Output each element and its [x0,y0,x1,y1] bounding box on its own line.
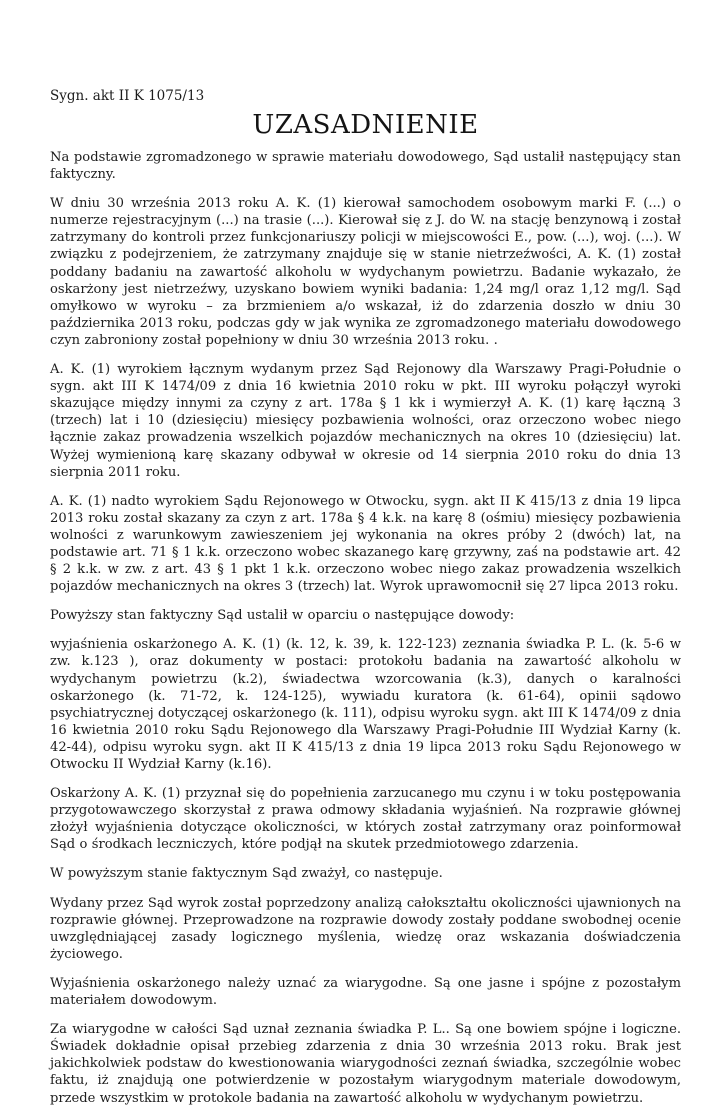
paragraph-evidence-lead: Powyższy stan faktyczny Sąd ustalił w oparciu o następujące dowody: [50,608,515,624]
paragraph-court-considered: W powyższym stanie faktycznym Sąd zważył, co następuje. [50,866,443,882]
paragraph-analysis: Wydany przez Sąd wyrok został poprzedzony analizą całokształtu okoliczności ujawnionych na rozprawie głównej. Przeprowadzone na rozprawie dowody zostały poddane swobodnej ocenie uwzględniającej zasady logicznego myślenia, wiedzę oraz wskazania doświadczenia życiowego. [50,895,681,962]
paragraph-credibility-witness: Za wiarygodne w całości Sąd uznał zeznania świadka P. L.. Są one bowiem spójne i logiczne. Świadek dokładnie opisał przebieg zdarzenia z dnia 30 września 2013 roku. Brak jest jakichkolwiek podstaw do kwestionowania wiarygodności zeznań świadka, szczególnie wobec faktu, iż znajdują one potwierdzenie w pozostałym wiarygodnym materiale dowodowym, przede wszystkim w protokole badania na zawartość alkoholu w wydychanym powietrzu. [50,1022,681,1106]
paragraph-credibility-defendant: Wyjaśnienia oskarżonego należy uznać za wiarygodne. Są one jasne i spójne z pozostałym materiałem dowodowym. [50,975,681,1009]
paragraph-prior-verdict-2: A. K. (1) nadto wyrokiem Sądu Rejonowego w Otwocku, sygn. akt II K 415/13 z dnia 19 lipca 2013 roku został skazany za czyn z art. 178a § 4 k.k. na karę 8 (ośmiu) miesięcy pozbawienia wolności z warunkowym zawieszeniem jej wykonania na okres próby 2 (dwóch) lat, na podstawie art. 71 § 1 k.k. orzeczono wobec skazanego karę grzywny, zaś na podstawie art. 42 § 2 k.k. w zw. z art. 43 § 1 pkt 1 k.k. orzeczono wobec niego zakaz prowadzenia wszelkich pojazdów mechanicznych na okres 3 (trzech) lat. Wyrok uprawomocnił się 27 lipca 2013 roku. [50,493,681,595]
document-title: UZASADNIENIE [252,110,479,140]
case-number: Sygn. akt II K 1075/13 [50,88,205,104]
paragraph-evidence-list: wyjaśnienia oskarżonego A. K. (1) (k. 12, k. 39, k. 122-123) zeznania świadka P. L. (k. 5-6 w zw. k.123 ), oraz dokumenty w postaci: protokołu badania na zawartość alkoholu w wydychanym powietrzu (k.2), świadectwa wzorcowania (k.3), danych o karalności oskarżonego (k. 71-72, k. 124-125), wywiadu kuratora (k. 61-64), opinii sądowo psychiatrycznej dotyczącej oskarżonego (k. 111), odpisu wyroku sygn. akt III K 1474/09 z dnia 16 kwietnia 2010 roku Sądu Rejonowego dla Warszawy Pragi-Południe III Wydział Karny (k. 42-44), odpisu wyroku sygn. akt II K 415/13 z dnia 19 lipca 2013 roku Sądu Rejonowego w Otwocku II Wydział Karny (k.16). [50,637,681,772]
paragraph-defendant-statement: Oskarżony A. K. (1) przyznał się do popełnienia zarzucanego mu czynu i w toku postępowania przygotowawczego skorzystał z prawa odmowy składania wyjaśnień. Na rozprawie głównej złożył wyjaśnienia dotyczące okoliczności, w których został zatrzymany oraz poinformował Sąd o środkach leczniczych, które podjął na skutek przedmiotowego zdarzenia. [50,786,681,853]
paragraph-prior-verdict-1: A. K. (1) wyrokiem łącznym wydanym przez Sąd Rejonowy dla Warszawy Pragi-Południe o sygn. akt III K 1474/09 z dnia 16 kwietnia 2010 roku w pkt. III wyroku połączył wyroki skazujące między innymi za czyny z art. 178a § 1 kk i wymierzył A. K. (1) karę łączną 3 (trzech) lat i 10 (dziesięciu) miesięcy pozbawienia wolności, oraz orzeczono wobec niego łącznie zakaz prowadzenia wszelkich pojazdów mechanicznych na okres 10 (dziesięciu) lat. Wyżej wymienioną karę skazany odbywał w okresie od 14 sierpnia 2010 roku do dnia 13 sierpnia 2011 roku. [50,362,681,480]
document-body [50,149,681,1107]
paragraph-intro: Na podstawie zgromadzonego w sprawie materiału dowodowego, Sąd ustalił następujący stan faktyczny. [50,150,681,183]
paragraph-incident: W dniu 30 września 2013 roku A. K. (1) kierował samochodem osobowym marki F. (...) o numerze rejestracyjnym (...) na trasie (...). Kierował się z J. do W. na stację benzynową i został zatrzymany do kontroli przez funkcjonariuszy policji w miejscowości E., pow. (...), woj. (...). W związku z podejrzeniem, że zatrzymany znajduje się w stanie nietrzeźwości, A. K. (1) został poddany badaniu na zawartość alkoholu w wydychanym powietrzu. Badanie wykazało, że oskarżony jest nietrzeźwy, uzyskano bowiem wyniki badania: 1,24 mg/l oraz 1,12 mg/l. Sąd omyłkowo w wyroku – za brzmieniem a/o wskazał, iż do zdarzenia doszło w dniu 30 października 2013 roku, podczas gdy w jak wynika ze zgromadzonego materiału dowodowego czyn zabroniony został popełniony w dniu 30 września 2013 roku. . [50,196,681,348]
